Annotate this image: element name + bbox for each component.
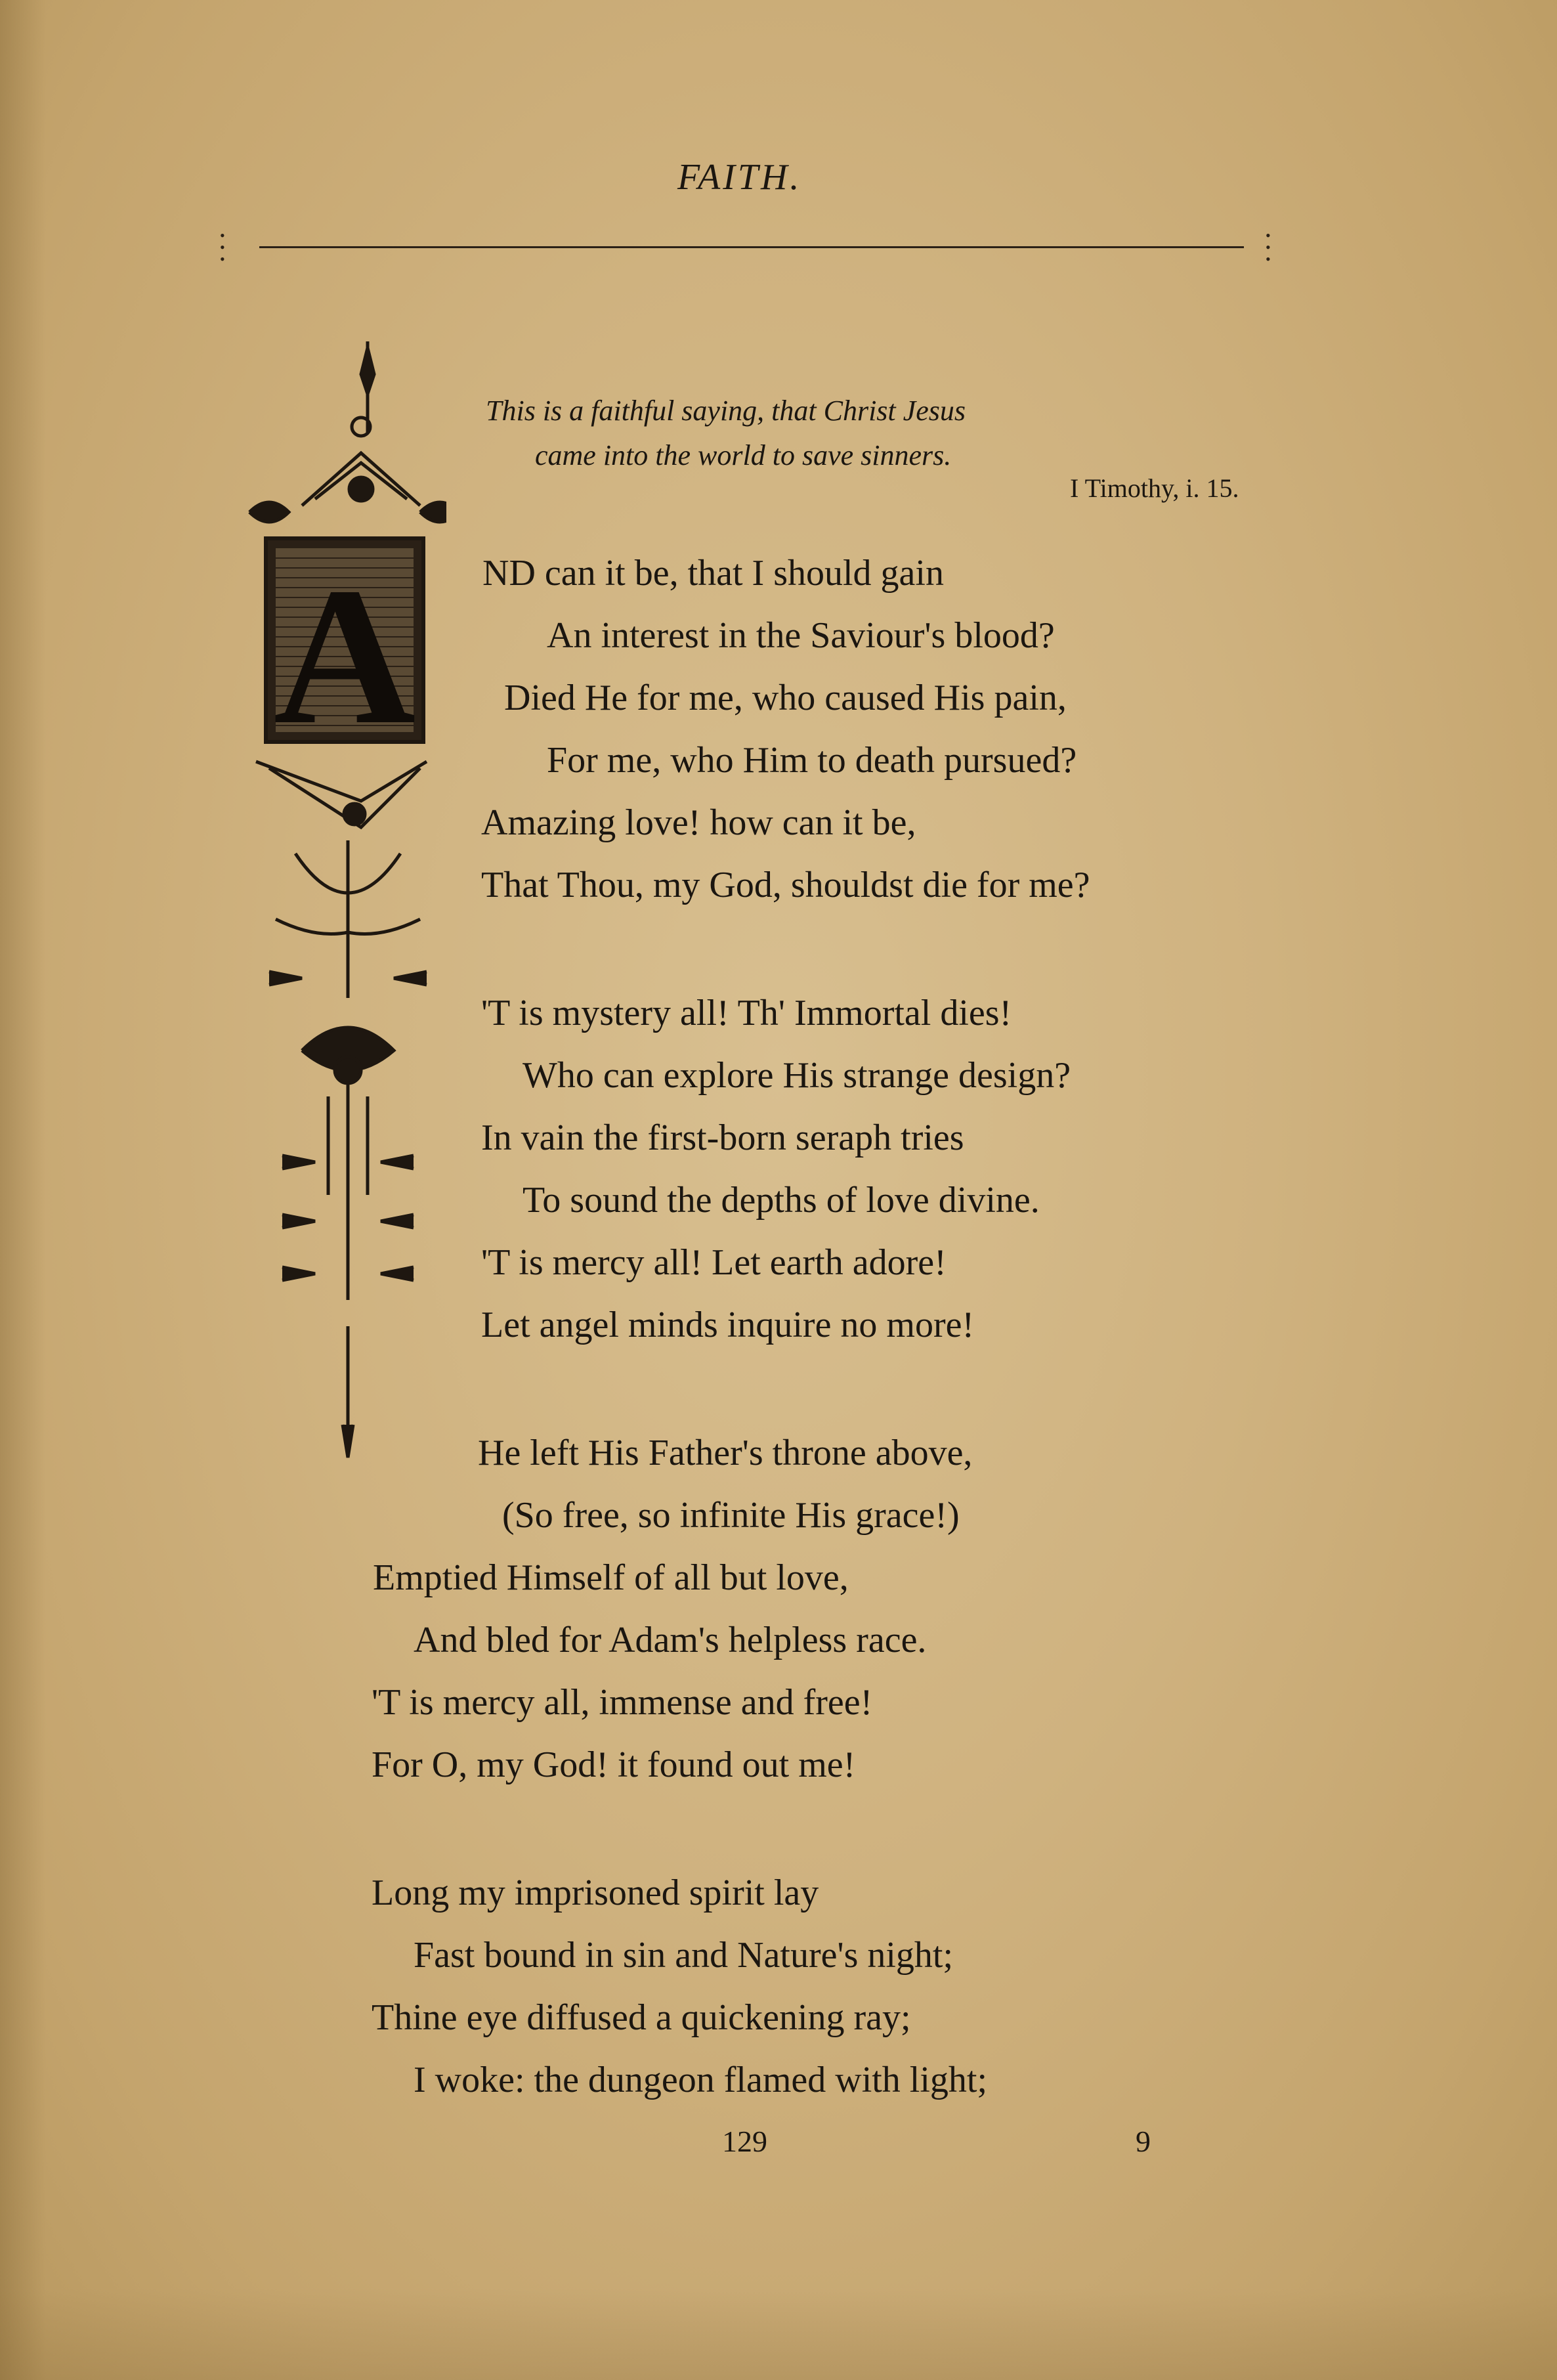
rule-right-ornament: • • • xyxy=(1266,227,1271,267)
verse-line: That Thou, my God, shouldst die for me? xyxy=(481,865,1090,905)
page-bottom-shadow xyxy=(0,2288,1557,2380)
verse-line: For me, who Him to death pursued? xyxy=(547,740,1077,781)
header-rule xyxy=(259,246,1244,248)
epigraph-line-2: came into the world to save sinners. xyxy=(535,439,952,471)
verse-line: I woke: the dungeon flamed with light; xyxy=(414,2060,988,2100)
initial-letter: A xyxy=(273,547,416,765)
running-title: FAITH. xyxy=(677,157,802,198)
verse-line: Fast bound in sin and Nature's night; xyxy=(414,1935,954,1976)
verse-line: Amazing love! how can it be, xyxy=(481,802,916,843)
verse-line: And bled for Adam's helpless race. xyxy=(414,1620,927,1660)
verse-line: Emptied Himself of all but love, xyxy=(373,1557,849,1598)
verse-line: ND can it be, that I should gain xyxy=(482,553,944,594)
verse-line: 'T is mystery all! Th' Immortal dies! xyxy=(481,993,1012,1033)
verse-line: 'T is mercy all! Let earth adore! xyxy=(481,1242,947,1283)
ornamental-initial xyxy=(230,341,446,1471)
epigraph-line-1: This is a faithful saying, that Christ Jesus xyxy=(486,395,966,427)
verse-line: An interest in the Saviour's blood? xyxy=(547,615,1055,656)
verse-line: (So free, so infinite His grace!) xyxy=(502,1495,960,1536)
verse-line: 'T is mercy all, immense and free! xyxy=(372,1682,873,1723)
epigraph-citation: I Timothy, i. 15. xyxy=(1070,473,1239,503)
verse-line: Long my imprisoned spirit lay xyxy=(372,1872,819,1913)
verse-line: He left His Father's throne above, xyxy=(478,1433,973,1473)
verse-line: Died He for me, who caused His pain, xyxy=(504,678,1067,718)
rule-left-ornament: • • • xyxy=(220,227,225,267)
verse-line: Who can explore His strange design? xyxy=(523,1055,1071,1096)
verse-line: To sound the depths of love divine. xyxy=(523,1180,1040,1221)
signature-mark: 9 xyxy=(1136,2125,1151,2158)
page-number: 129 xyxy=(722,2125,767,2158)
verse-line: Let angel minds inquire no more! xyxy=(481,1305,975,1345)
verse-line: In vain the first-born seraph tries xyxy=(481,1117,964,1158)
verse-line: Thine eye diffused a quickening ray; xyxy=(372,1997,911,2038)
page-edge-shadow xyxy=(0,0,46,2380)
verse-line: For O, my God! it found out me! xyxy=(372,1744,856,1785)
